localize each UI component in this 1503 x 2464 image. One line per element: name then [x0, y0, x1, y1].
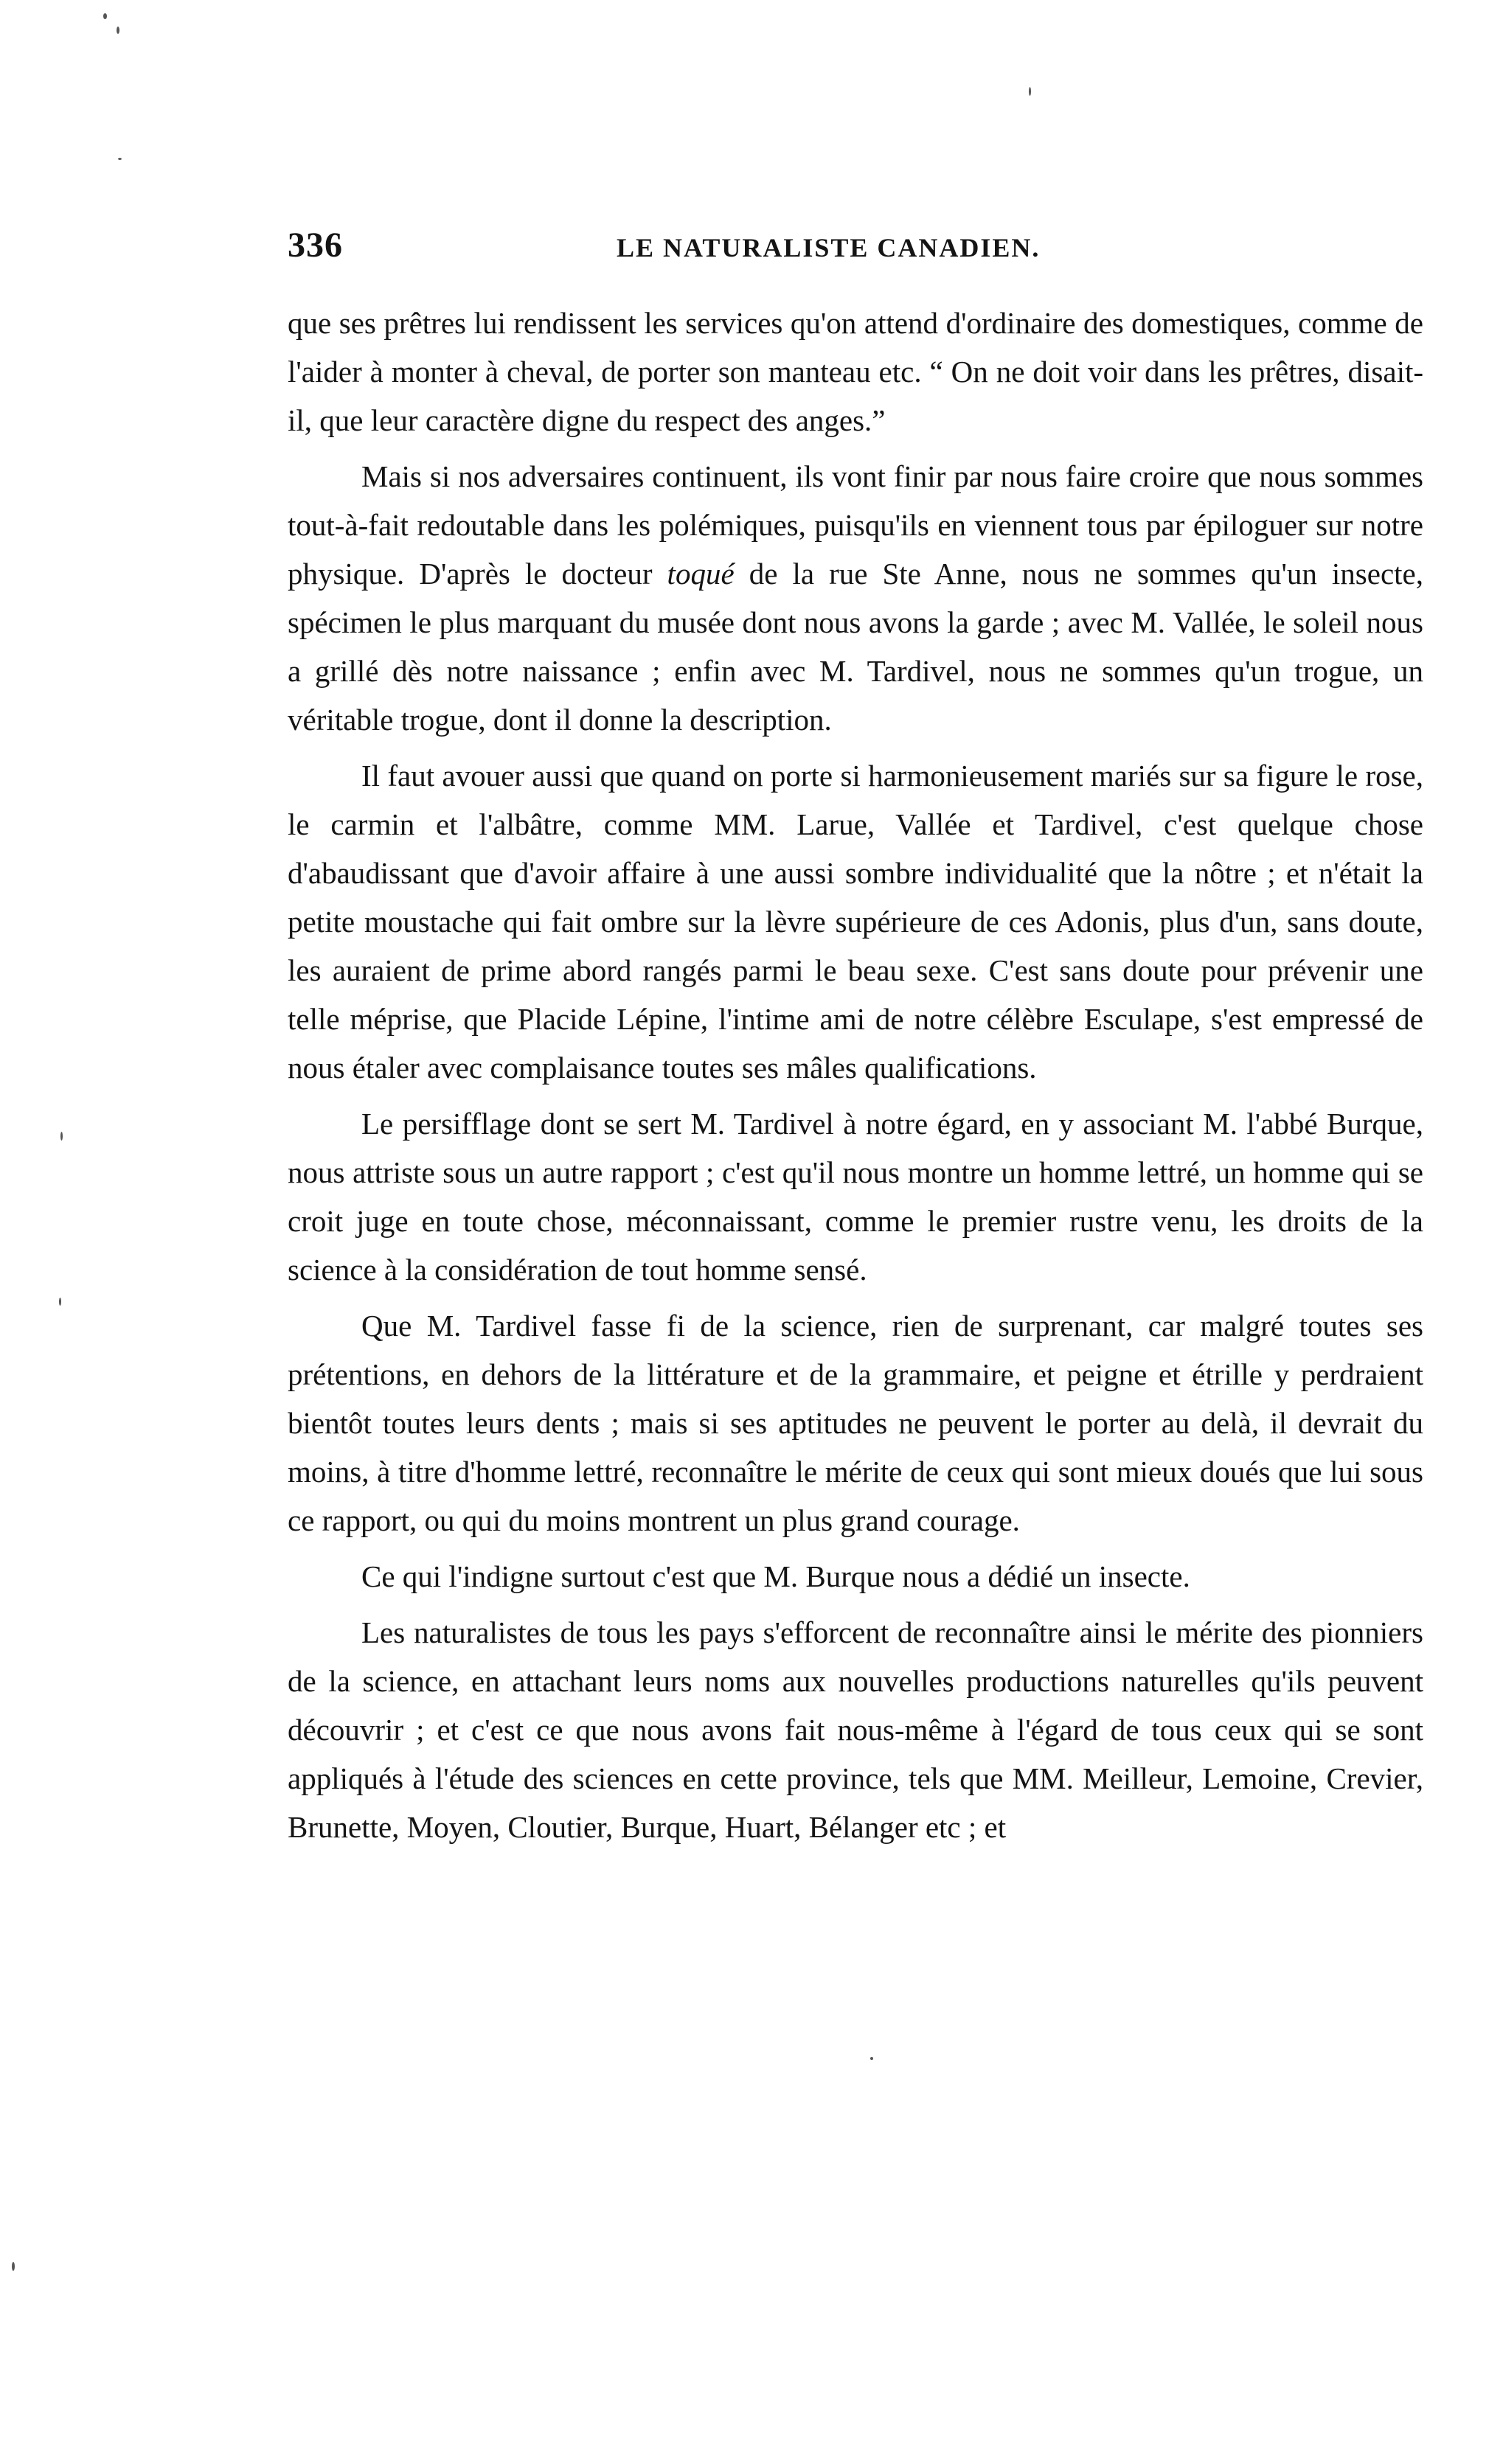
paragraph	[288, 452, 1423, 744]
paragraph: Les naturalistes de tous les pays s'efforcent de reconnaître ainsi le mérite des pionniers de la science, en attachant leurs noms aux nouvelles productions naturelles qu'ils peuvent découvrir ; et c'est ce que nous avons fait nous-même à l'égard de tous ceux qui se sont appliqués à l'étude des sciences en cette province, tels que MM. Meilleur, Lemoine, Crevier, Brunette, Moyen, Cloutier, Burque, Huart, Bélanger etc ; et	[288, 1615, 1423, 1844]
scan-speck	[103, 13, 107, 19]
scan-speck	[60, 1132, 63, 1141]
paragraph: Il faut avouer aussi que quand on porte si harmonieusement mariés sur sa figure le rose, le carmin et l'albâtre, comme MM. Larue, Vallée et Tardivel, c'est quelque chose d'abaudissant que d'avoir affaire à une aussi sombre individualité que la nôtre ; et n'était la petite moustache qui fait ombre sur la lèvre supérieure de ces Adonis, plus d'un, sans doute, les auraient de prime abord rangés parmi le beau sexe. C'est sans doute pour prévenir une telle méprise, que Placide Lépine, l'intime ami de notre célèbre Esculape, s'est empressé de nous étaler avec complaisance toutes ses mâles qualifications.	[288, 759, 1423, 1085]
page-header	[288, 225, 1438, 269]
scan-speck	[118, 158, 122, 160]
paragraph-text: de la rue Ste Anne, nous ne sommes qu'un insecte, spécimen le plus marquant du musée dont nous avons la garde ; avec M. Vallée, le soleil nous a grillé dès notre naissance ; enfin avec M. Tardivel, nous ne sommes qu'un trogue, un véritable trogue, dont il donne la description.	[288, 557, 1424, 737]
paragraph: Le persifflage dont se sert M. Tardivel à notre égard, en y associant M. l'abbé Burque, nous attriste sous un autre rapport ; c'est qu'il nous montre un homme lettré, un homme qui se croit juge en toute chose, méconnaissant, comme le premier rustre venu, les droits de la science à la considération de tout homme sensé.	[288, 1107, 1423, 1287]
paragraph: Que M. Tardivel fasse fi de la science, rien de surprenant, car malgré toutes ses prétentions, en dehors de la littérature et de la grammaire, et peigne et étrille y perdraient bientôt toutes leurs dents ; mais si ses aptitudes ne peuvent le porter au delà, il devrait du moins, à titre d'homme lettré, reconnaître le mérite de ceux qui sont mieux doués que lui sous ce rapport, ou qui du moins montrent un plus grand courage.	[288, 1309, 1423, 1537]
paragraph-text: Mais si nos adversaires continuent, ils vont finir par nous faire croire que nous sommes tout-à-fait redoutable dans les polémiques, puisqu'ils en viennent tous par épiloguer sur notre physique. D'après le docteur	[288, 459, 1423, 591]
page-number: 336	[288, 226, 343, 265]
body-text	[288, 299, 1423, 1859]
scan-speck	[59, 1298, 61, 1306]
paragraph: que ses prêtres lui rendissent les services qu'on attend d'ordinaire des domestiques, comme de l'aider à monter à cheval, de porter son manteau etc. “ On ne doit voir dans les prêtres, disait-il, que leur caractère digne du respect des anges.”	[288, 306, 1423, 437]
scan-speck	[870, 2057, 873, 2060]
running-head: LE NATURALISTE CANADIEN.	[617, 233, 1041, 262]
scan-speck	[1029, 87, 1031, 96]
italic-word: toqué	[667, 557, 735, 591]
scan-speck	[117, 27, 119, 34]
scan-speck	[12, 2262, 15, 2271]
paragraph: Ce qui l'indigne surtout c'est que M. Burque nous a dédié un insecte.	[361, 1559, 1190, 1593]
